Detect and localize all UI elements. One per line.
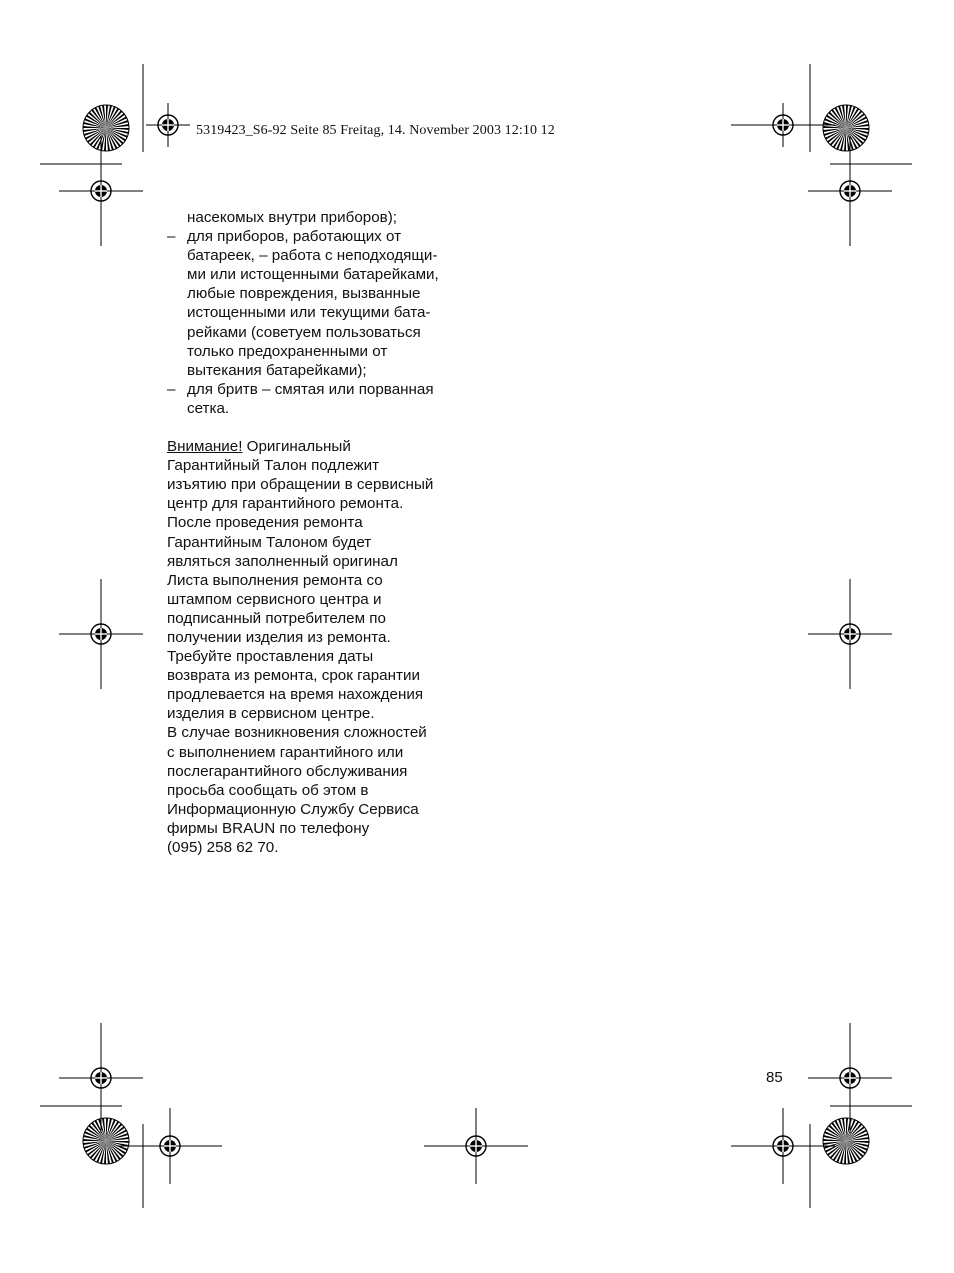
- text-line: являться заполненный оригинал: [167, 552, 398, 570]
- bullet-dash: –: [167, 228, 176, 246]
- registration-mark: [59, 136, 143, 246]
- bullet-item-shavers: [167, 380, 477, 418]
- text-line: истощенными или текущими бата-: [187, 304, 431, 322]
- text-line: Оригинальный: [242, 438, 351, 456]
- registration-mark: [146, 103, 190, 147]
- warranty-text: [167, 208, 477, 857]
- registration-mark: [424, 1108, 528, 1184]
- text-line: получении изделия из ремонта.: [167, 628, 391, 646]
- registration-mark: [118, 1108, 222, 1184]
- text-line: изъятию при обращении в сервисный: [167, 476, 434, 494]
- text-line: просьба сообщать об этом в: [167, 781, 369, 799]
- text-line: (095) 258 62 70.: [167, 839, 279, 856]
- text-line: насекомых внутри приборов);: [187, 209, 397, 226]
- attention-label: Внимание!: [167, 438, 243, 456]
- registration-mark: [808, 579, 892, 689]
- text-line: для бритв – смятая или порванная: [187, 380, 434, 398]
- text-line: фирмы BRAUN по телефону: [167, 819, 370, 837]
- text-line: рейками (советуем пользоваться: [187, 323, 421, 341]
- print-header: 5319423_S6-92 Seite 85 Freitag, 14. November 2003 12:10 12: [196, 123, 555, 138]
- text-line: любые повреждения, вызванные: [187, 285, 421, 303]
- registration-mark: [59, 1023, 143, 1133]
- registration-mark: [808, 136, 892, 246]
- starburst-mark-bottom-left: [83, 1118, 129, 1164]
- starburst-mark-top-left: [83, 105, 129, 151]
- bullet-dash: –: [167, 380, 176, 398]
- registration-mark: [731, 1108, 835, 1184]
- text-line: центр для гарантийного ремонта.: [167, 495, 404, 513]
- text-line: Гарантийным Талоном будет: [167, 533, 372, 551]
- attention-paragraph: [167, 437, 477, 857]
- registration-mark: [808, 1023, 892, 1133]
- text-line: с выполнением гарантийного или: [167, 743, 404, 761]
- text-line: батареек, – работа с неподходящи-: [187, 247, 438, 265]
- text-line: В случае возникновения сложностей: [167, 724, 427, 742]
- text-line: Требуйте проставления даты: [167, 648, 374, 666]
- text-line: Информационную Службу Сервиса: [167, 800, 419, 818]
- text-line: вытекания батарейками);: [187, 361, 367, 379]
- text-line: ми или истощенными батарейками,: [187, 266, 439, 284]
- starburst-mark-bottom-right: [823, 1118, 869, 1164]
- registration-mark: [731, 103, 835, 147]
- paragraph-gap: [167, 418, 477, 437]
- text-line: подписанный потребителем по: [167, 609, 386, 627]
- text-line: После проведения ремонта: [167, 514, 363, 532]
- text-line: послегарантийного обслуживания: [167, 762, 408, 780]
- text-line: изделия в сервисном центре.: [167, 705, 375, 723]
- starburst-mark-top-right: [823, 105, 869, 151]
- text-line: продлевается на время нахождения: [167, 686, 424, 704]
- text-line: сетка.: [187, 399, 230, 417]
- page-number: 85: [766, 1069, 783, 1086]
- text-line: возврата из ремонта, срок гарантии: [167, 667, 420, 685]
- text-line: штампом сервисного центра и: [167, 590, 382, 608]
- text-line: Листа выполнения ремонта со: [167, 571, 383, 589]
- registration-mark: [59, 579, 143, 689]
- text-line: для приборов, работающих от: [187, 228, 402, 246]
- text-line: только предохраненными от: [187, 342, 388, 360]
- bullet-item-batteries: [167, 227, 477, 380]
- text-line: Гарантийный Талон подлежит: [167, 457, 380, 475]
